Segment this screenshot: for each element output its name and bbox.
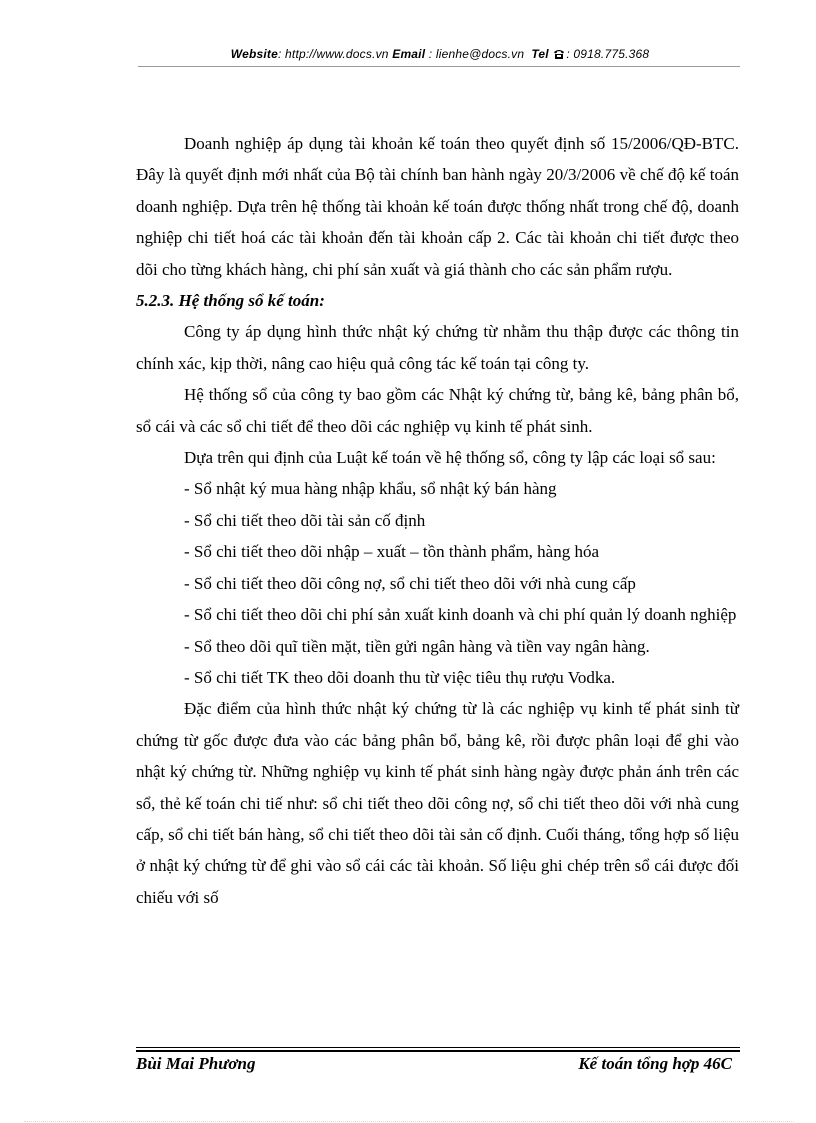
list-item: - Sổ chi tiết theo dõi tài sản cố định — [184, 510, 426, 530]
tel-label: Tel — [531, 47, 549, 61]
paragraph-method: Công ty áp dụng hình thức nhật ký chứng từ nhằm thu thập được các thông tin chính xác, kịp thời, nâng cao hiệu quả công tác kế toán tại công ty. — [136, 322, 739, 373]
website-value[interactable]: : http://www.docs.vn — [277, 47, 389, 61]
document-body — [136, 128, 739, 913]
paragraph-accounts: Doanh nghiệp áp dụng tài khoản kế toán theo quyết định số 15/2006/QĐ-BTC. Đây là quyết định mới nhất của Bộ tài chính ban hành ngày 20/3/2006 về chế độ kế toán doanh nghiệp. Dựa trên hệ thống tài khoản kế toán được thống nhất trong chế độ, doanh nghiệp chi tiết hoá các tài khoản đến tài khoản cấp 2. Các tài khoản chi tiết được theo dõi cho từng khách hàng, chi phí sản xuất và giá thành cho các sản phẩm rượu. — [136, 134, 739, 279]
paragraph-books-intro: Dựa trên qui định của Luật kế toán về hệ thống sổ, công ty lập các loại sổ sau: — [184, 448, 716, 468]
phone-icon — [553, 48, 565, 58]
tel-value: : 0918.775.368 — [566, 47, 650, 61]
footer-divider-thick — [136, 1050, 740, 1052]
paragraph-features: Đặc điểm của hình thức nhật ký chứng từ là các nghiệp vụ kinh tế phát sinh từ chứng từ gốc được đưa vào các bảng phân bổ, bảng kê, rồi được phân loại để ghi vào nhật ký chứng từ. Những nghiệp vụ kinh tế phát sinh hàng ngày được phản ánh trên các sổ, thẻ kế toán chi tiế như: sổ chi tiết theo dõi công nợ, sổ chi tiết theo dõi với nhà cung cấp, sổ chi tiết bán hàng, sổ chi tiết theo dõi tài sản cố định. Cuối tháng, tổng hợp số liệu ở nhật ký chứng từ để ghi vào sổ cái các tài khoản. Số liệu ghi chép trên sổ cái được đối chiếu với số — [136, 699, 739, 907]
section-heading: 5.2.3. Hệ thống sổ kế toán: — [136, 291, 325, 311]
page-header — [140, 47, 740, 61]
footer-divider-thin — [136, 1047, 740, 1048]
list-item: - Sổ chi tiết theo dõi công nợ, sổ chi tiết theo dõi với nhà cung cấp — [184, 573, 636, 593]
list-item: - Sổ chi tiết theo dõi chi phí sản xuất kinh doanh và chi phí quản lý doanh nghiệp — [184, 605, 737, 625]
website-label: Website — [230, 47, 278, 61]
list-item: - Sổ nhật ký mua hàng nhập khẩu, sổ nhật ký bán hàng — [184, 479, 557, 499]
email-label: Email — [392, 47, 426, 61]
list-item: - Sổ chi tiết theo dõi nhập – xuất – tồn thành phẩm, hàng hóa — [184, 542, 600, 562]
page-edge — [24, 1121, 794, 1122]
header-divider — [138, 66, 740, 67]
paragraph-system: Hệ thống sổ của công ty bao gồm các Nhật ký chứng từ, bảng kê, bảng phân bổ, sổ cái và các sổ chi tiết để theo dõi các nghiệp vụ kinh tế phát sinh. — [136, 385, 739, 436]
footer-author: Bùi Mai Phương — [136, 1054, 256, 1073]
list-item: - Sổ chi tiết TK theo dõi doanh thu từ việc tiêu thụ rượu Vodka. — [184, 667, 616, 687]
footer-class: Kế toán tổng hợp 46C — [578, 1054, 732, 1073]
email-value[interactable]: : lienhe@docs.vn — [428, 47, 525, 61]
list-item: - Sổ theo dõi quĩ tiền mặt, tiền gửi ngân hàng và tiền vay ngân hàng. — [184, 636, 650, 656]
